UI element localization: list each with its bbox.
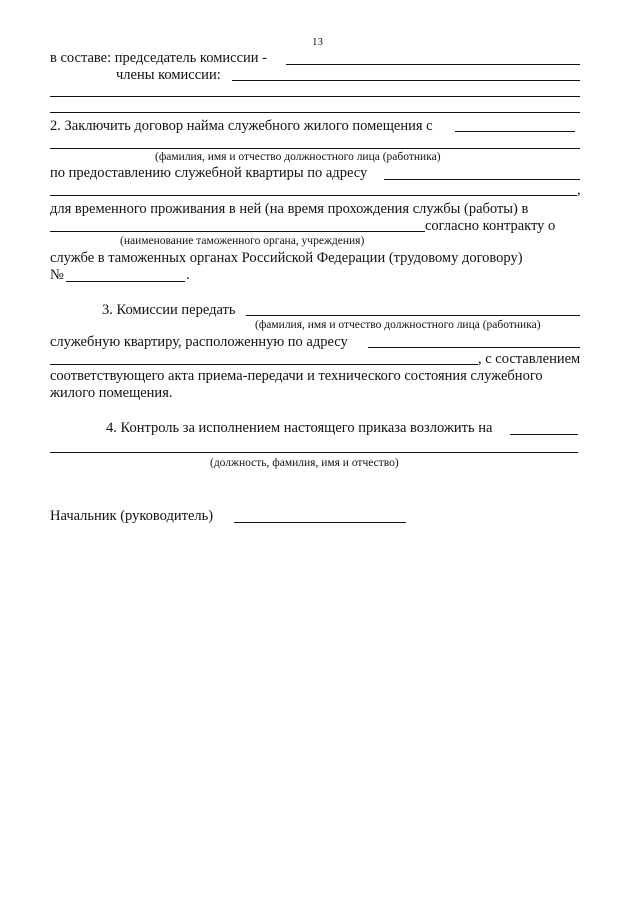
commission-chairman-label: в составе: председатель комиссии - — [50, 50, 267, 66]
address-fill-line-1[interactable] — [384, 179, 580, 180]
contract-number-fill-line[interactable] — [66, 281, 185, 282]
customs-body-fill-line[interactable] — [50, 231, 425, 232]
number-sign: № — [50, 267, 64, 283]
employee-name-caption: (фамилия, имя и отчество должностного лица (работника) — [155, 151, 441, 163]
tenant-name-line[interactable] — [50, 148, 580, 149]
recipient-name-caption: (фамилия, имя и отчество должностного лица (работника) — [255, 319, 541, 331]
customs-body-caption: (наименование таможенного органа, учреждения) — [120, 235, 365, 247]
position-caption: (должность, фамилия, имя и отчество) — [210, 457, 399, 469]
recipient-fill-line[interactable] — [246, 315, 580, 316]
drawing-up-text: , с составлением — [478, 351, 581, 367]
apartment-address-label: по предоставлению служебной квартиры по адресу — [50, 165, 368, 181]
responsible-fill-line-1[interactable] — [510, 434, 578, 435]
service-text: службе в таможенных органах Российской Федерации (трудовому договору) — [50, 250, 523, 266]
contract-clause-heading: 2. Заключить договор найма служебного жилого помещения с — [50, 118, 433, 134]
premises-text: жилого помещения. — [50, 385, 173, 401]
temporary-residence-text: для временного проживания в ней (на время прохождения службы (работы) в — [50, 201, 529, 217]
address-fill-line-2[interactable] — [50, 195, 577, 196]
signature-label: Начальник (руководитель) — [50, 508, 214, 524]
transfer-clause-heading: 3. Комиссии передать — [102, 302, 236, 318]
members-fill-line-3[interactable] — [50, 112, 580, 113]
control-clause-heading: 4. Контроль за исполнением настоящего приказа возложить на — [106, 420, 493, 436]
number-period: . — [186, 267, 190, 283]
signature-fill-line[interactable] — [234, 522, 406, 523]
chairman-fill-line[interactable] — [286, 64, 580, 65]
responsible-fill-line-2[interactable] — [50, 452, 578, 453]
location-fill-line-1[interactable] — [368, 347, 580, 348]
location-fill-line-2[interactable] — [50, 364, 478, 365]
members-fill-line-2[interactable] — [50, 96, 580, 97]
page-number: 13 — [312, 36, 323, 48]
commission-members-label: члены комиссии: — [116, 67, 221, 83]
apartment-location-text: служебную квартиру, расположенную по адресу — [50, 334, 348, 350]
tenant-fill-line[interactable] — [455, 131, 575, 132]
members-fill-line-1[interactable] — [232, 80, 580, 81]
address-comma: , — [577, 182, 581, 198]
contract-tail-text: согласно контракту о — [425, 218, 556, 234]
act-text: соответствующего акта приема-передачи и технического состояния служебного — [50, 368, 543, 384]
